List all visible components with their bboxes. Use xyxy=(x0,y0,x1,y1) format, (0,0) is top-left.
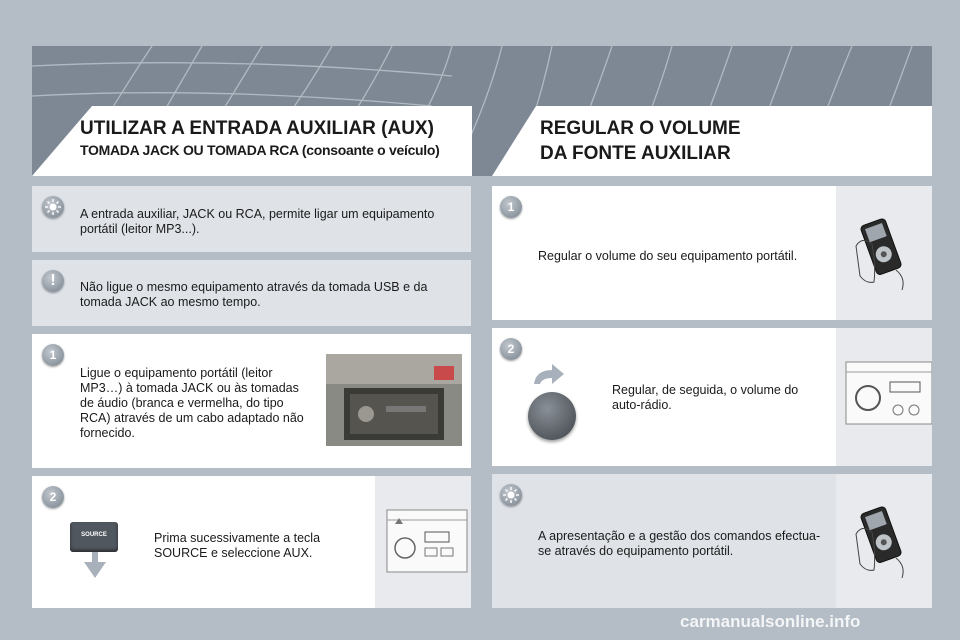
right-title-block xyxy=(492,106,932,176)
warning-text: Não ligue o mesmo equipamento através da tomada USB e da tomada JACK ao mesmo tempo. xyxy=(80,280,428,309)
glovebox-photo xyxy=(326,354,462,446)
left-subtitle: TOMADA JACK OU TOMADA RCA (consoante o veículo) xyxy=(80,142,440,158)
radio-unit-icon xyxy=(375,476,471,608)
volume-knob-icon[interactable] xyxy=(528,392,576,440)
volume-step2-panel xyxy=(492,328,932,466)
left-title: UTILIZAR A ENTRADA AUXILIAR (AUX) xyxy=(80,118,434,139)
step1-number: 1 xyxy=(42,344,64,366)
volume-info-side xyxy=(836,474,932,608)
warning-panel xyxy=(32,260,471,326)
step2-number: 2 xyxy=(42,486,64,508)
info-text: A entrada auxiliar, JACK ou RCA, permite ligar um equipamento portátil (leitor MP3...). xyxy=(80,207,435,236)
info-panel xyxy=(32,186,471,252)
volume-step1-side xyxy=(836,186,932,320)
right-title-line2: DA FONTE AUXILIAR xyxy=(540,143,731,164)
source-button-label: SOURCE xyxy=(81,532,107,538)
source-button[interactable] xyxy=(70,522,118,552)
volume-step2-text: Regular, de seguida, o volume do auto-rádio. xyxy=(612,383,799,412)
step2-panel xyxy=(32,476,471,608)
watermark: carmanualsonline.info xyxy=(680,612,861,631)
bulb-icon xyxy=(42,196,64,218)
volume-info-panel xyxy=(492,474,932,608)
radio-unit-volume-icon xyxy=(836,328,932,466)
step2-side xyxy=(375,476,471,608)
volume-step1-text: Regular o volume do seu equipamento portátil. xyxy=(538,249,798,263)
press-arrow-icon xyxy=(84,552,106,578)
left-title-block xyxy=(32,106,472,176)
mp3-player-icon-2 xyxy=(836,474,932,608)
rotate-arrow-icon xyxy=(530,362,568,386)
volume-step1-number: 1 xyxy=(500,196,522,218)
volume-step2-side xyxy=(836,328,932,466)
volume-step2-number: 2 xyxy=(500,338,522,360)
right-title-line1: REGULAR O VOLUME xyxy=(540,118,741,139)
mp3-player-icon xyxy=(836,186,932,320)
volume-info-text: A apresentação e a gestão dos comandos efectua-se através do equipamento portátil. xyxy=(538,529,821,558)
volume-step1-panel xyxy=(492,186,932,320)
warning-icon: ! xyxy=(42,270,64,292)
step1-panel xyxy=(32,334,471,468)
step1-text: Ligue o equipamento portátil (leitor MP3…) à tomada JACK ou às tomadas de áudio (branca e vermelha, do tipo RCA) através de um cabo adaptado não fornecido. xyxy=(80,366,304,440)
step2-text: Prima sucessivamente a tecla SOURCE e seleccione AUX. xyxy=(154,531,321,560)
bulb-icon-2 xyxy=(500,484,522,506)
